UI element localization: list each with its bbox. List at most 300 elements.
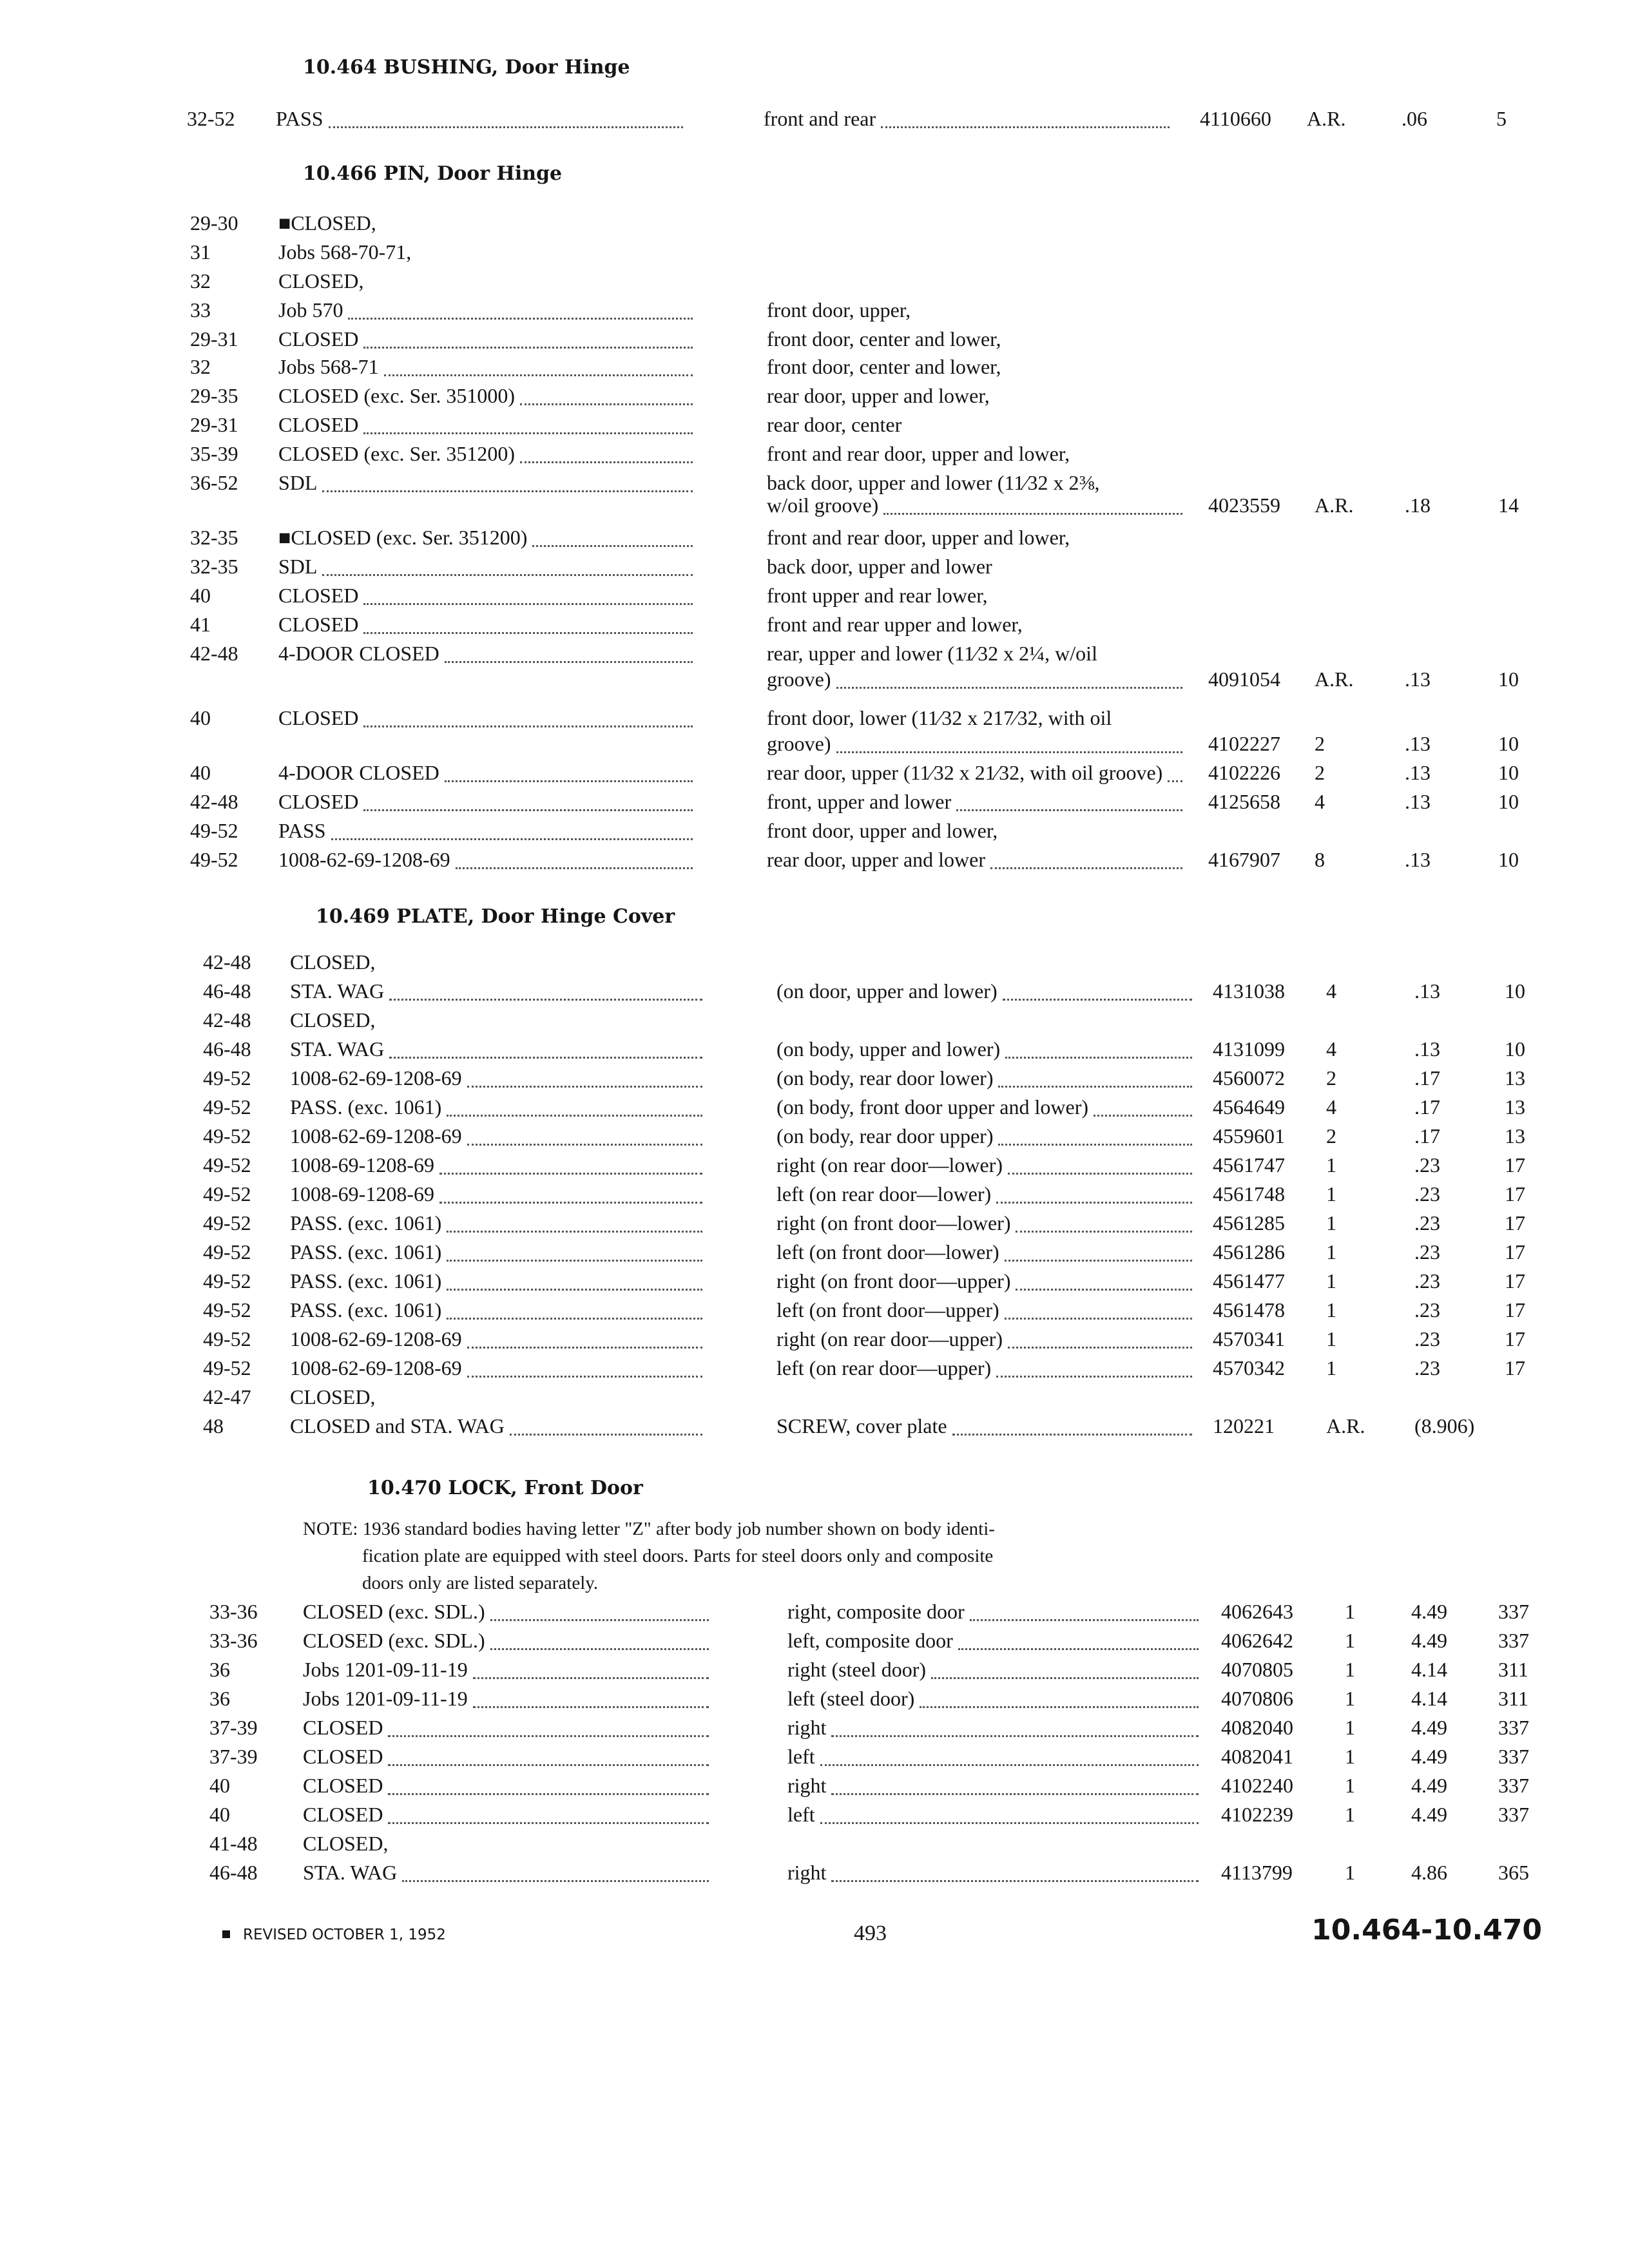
part-description: (on body, upper and lower) [776,1037,1001,1061]
quantity: 1 [1345,1600,1355,1623]
part-description: right, composite door [787,1600,965,1623]
list-price: 4.14 [1411,1658,1447,1681]
body-model: 1008-69-1208-69 [290,1182,434,1206]
dot-leader [998,1142,1192,1146]
dot-leader [520,460,693,463]
part-number: 4131099 [1213,1037,1285,1061]
model-years: 49-52 [203,1356,251,1379]
dot-leader [920,1705,1199,1708]
body-model: CLOSED, [278,269,364,293]
model-years: 49-52 [203,1182,251,1206]
dot-leader [490,1647,709,1650]
list-price: .17 [1414,1124,1440,1148]
quantity: A.R. [1315,668,1354,691]
part-description: front door, center and lower, [767,355,1001,378]
body-model: 4-DOOR CLOSED [278,761,439,784]
body-model: 1008-62-69-1208-69 [290,1066,462,1090]
body-model: CLOSED [278,327,359,351]
model-years: 49-52 [190,819,238,842]
part-number: 4102227 [1208,732,1280,755]
part-number: 4561285 [1213,1211,1285,1235]
part-description: left (on rear door—lower) [776,1182,992,1206]
shipping-weight: 17 [1505,1356,1525,1379]
body-model: CLOSED, [290,1385,376,1408]
list-price: .13 [1405,848,1431,871]
body-model: CLOSED [278,584,359,607]
dot-leader [996,1200,1192,1204]
list-price: .23 [1414,1211,1440,1235]
dot-leader [467,1142,702,1146]
part-number: 4082040 [1221,1716,1293,1739]
list-price: .13 [1405,761,1431,784]
dot-leader [447,1287,702,1291]
model-years: 42-48 [203,1008,251,1032]
body-model: PASS [276,107,323,130]
list-price: 4.49 [1411,1716,1447,1739]
quantity: 1 [1326,1327,1336,1350]
part-description: left (steel door) [787,1687,915,1710]
model-years: 40 [190,706,211,729]
shipping-weight: 17 [1505,1240,1525,1264]
part-description: front and rear door, upper and lower, [767,442,1070,465]
dot-leader [439,1171,702,1175]
dot-leader [388,1792,709,1795]
body-model: CLOSED [278,790,359,813]
dot-leader [1008,1345,1192,1349]
dot-leader [402,1879,709,1882]
part-description: SCREW, cover plate [776,1414,947,1437]
dot-leader [1168,779,1182,782]
dot-leader [532,544,693,547]
body-model: 1008-62-69-1208-69 [278,848,450,871]
list-price: .13 [1414,1037,1440,1061]
part-number: 4561286 [1213,1240,1285,1264]
list-price: .13 [1414,979,1440,1003]
model-years: 37-39 [209,1745,258,1768]
model-years: 46-48 [203,979,251,1003]
revised-date: REVISED OCTOBER 1, 1952 [222,1927,446,1943]
body-model: CLOSED, [290,1008,376,1032]
part-description: back door, upper and lower (11⁄32 x 2⅜, [767,471,1100,494]
body-model: PASS. (exc. 1061) [290,1269,442,1293]
dot-leader [447,1258,702,1262]
body-model: CLOSED, [303,1832,389,1855]
body-model: ■CLOSED (exc. Ser. 351200) [278,526,528,549]
list-price: 4.49 [1411,1629,1447,1652]
model-years: 48 [203,1414,224,1437]
dot-leader [520,402,693,405]
quantity: 1 [1345,1716,1355,1739]
body-model: Jobs 1201-09-11-19 [303,1687,468,1710]
body-model: Jobs 568-70-71, [278,240,412,264]
quantity: 1 [1345,1774,1355,1797]
list-price: .18 [1405,494,1431,517]
model-years: 49-52 [203,1066,251,1090]
list-price: .23 [1414,1298,1440,1321]
dot-leader [467,1084,702,1088]
dot-leader [831,1879,1199,1882]
shipping-weight: 5 [1496,107,1507,130]
dot-leader [388,1734,709,1737]
model-years: 36 [209,1658,230,1681]
list-price: 4.49 [1411,1745,1447,1768]
quantity: 1 [1345,1687,1355,1710]
body-model: CLOSED (exc. Ser. 351200) [278,442,516,465]
part-description: rear door, upper (11⁄32 x 21⁄32, with oil groove) [767,761,1163,784]
part-number: 4167907 [1208,848,1280,871]
quantity: 2 [1326,1066,1336,1090]
dot-leader [1005,1258,1192,1262]
dot-leader [831,1792,1199,1795]
quantity: 1 [1326,1182,1336,1206]
model-years: 49-52 [203,1298,251,1321]
part-description: front and rear [764,107,876,130]
part-description: (on body, rear door lower) [776,1066,994,1090]
model-years: 41-48 [209,1832,258,1855]
dot-leader [363,724,693,727]
quantity: 1 [1326,1211,1336,1235]
model-years: 41 [190,613,211,636]
model-years: 29-31 [190,327,238,351]
model-years: 32 [190,269,211,293]
list-price: .23 [1414,1356,1440,1379]
model-years: 42-48 [203,950,251,974]
section-10-470-note [303,1515,1218,1597]
part-description: (on door, upper and lower) [776,979,998,1003]
body-model: CLOSED (exc. SDL.) [303,1629,485,1652]
part-number: 4102226 [1208,761,1280,784]
part-description: front upper and rear lower, [767,584,988,607]
dot-leader [331,837,693,840]
dot-leader [348,316,693,320]
part-number: 4131038 [1213,979,1285,1003]
dot-leader [467,1345,702,1349]
part-description: groove) [767,732,831,755]
part-number: 120221 [1213,1414,1275,1437]
part-description: rear door, center [767,413,902,436]
list-price: .23 [1414,1240,1440,1264]
body-model: 1008-62-69-1208-69 [290,1327,462,1350]
shipping-weight: 13 [1505,1095,1525,1119]
page-number: 493 [854,1921,887,1945]
part-description: left, composite door [787,1629,953,1652]
dot-leader [322,573,693,576]
model-years: 46-48 [203,1037,251,1061]
dot-leader [363,345,693,349]
part-description: front and rear door, upper and lower, [767,526,1070,549]
model-years: 40 [190,584,211,607]
shipping-weight: 10 [1498,668,1519,691]
shipping-weight: 337 [1498,1774,1529,1797]
model-years: 33-36 [209,1600,258,1623]
dot-leader [363,808,693,811]
section-range: 10.464-10.470 [1311,1914,1542,1946]
body-model: 1008-62-69-1208-69 [290,1356,462,1379]
model-years: 49-52 [203,1095,251,1119]
part-number: 4561747 [1213,1153,1285,1177]
quantity: 4 [1315,790,1325,813]
model-years: 32 [190,355,211,378]
part-number: 4023559 [1208,494,1280,517]
dot-leader [1003,997,1192,1001]
note-line-3: doors only are listed separately. [362,1573,599,1593]
part-description: left (on front door—upper) [776,1298,999,1321]
list-price: 4.14 [1411,1687,1447,1710]
body-model: CLOSED (exc. SDL.) [303,1600,485,1623]
model-years: 49-52 [203,1240,251,1264]
quantity: 1 [1345,1745,1355,1768]
dot-leader [447,1316,702,1320]
body-model: SDL [278,471,318,494]
body-model: CLOSED (exc. Ser. 351000) [278,384,516,407]
dot-leader [473,1676,709,1679]
section-heading-10-469: 10.469 PLATE, Door Hinge Cover [316,905,675,928]
quantity: 2 [1315,732,1325,755]
dot-leader [447,1229,702,1233]
part-number: 4561477 [1213,1269,1285,1293]
dot-leader [931,1676,1199,1679]
part-number: 4062642 [1221,1629,1293,1652]
list-price: 4.49 [1411,1600,1447,1623]
model-years: 49-52 [203,1327,251,1350]
dot-leader [1094,1113,1192,1117]
model-years: 33 [190,298,211,322]
part-number: 4125658 [1208,790,1280,813]
part-description: right (steel door) [787,1658,927,1681]
shipping-weight: 13 [1505,1066,1525,1090]
part-description: right [787,1861,827,1884]
quantity: 1 [1345,1629,1355,1652]
dot-leader [439,1200,702,1204]
part-description: left (on front door—lower) [776,1240,999,1264]
model-years: 49-52 [203,1211,251,1235]
part-description: front, upper and lower [767,790,952,813]
model-years: 46-48 [209,1861,258,1884]
part-description: left [787,1803,815,1826]
part-number: 4113799 [1221,1861,1293,1884]
part-description: right (on front door—upper) [776,1269,1011,1293]
part-description: front door, center and lower, [767,327,1001,351]
model-years: 36-52 [190,471,238,494]
dot-leader [831,1734,1199,1737]
dot-leader [998,1084,1192,1088]
part-number: 4560072 [1213,1066,1285,1090]
list-price: 4.86 [1411,1861,1447,1884]
dot-leader [836,686,1182,689]
body-model: STA. WAG [290,979,385,1003]
body-model: CLOSED [303,1745,383,1768]
dot-leader [956,808,1182,811]
model-years: 36 [209,1687,230,1710]
quantity: 1 [1345,1658,1355,1681]
quantity: A.R. [1326,1414,1365,1437]
part-description: right (on rear door—upper) [776,1327,1003,1350]
quantity: 4 [1326,1095,1336,1119]
dot-leader [952,1432,1192,1436]
body-model: CLOSED [303,1774,383,1797]
dot-leader [1008,1171,1192,1175]
dot-leader [445,779,693,782]
shipping-weight: 14 [1498,494,1519,517]
part-number: 4561748 [1213,1182,1285,1206]
shipping-weight: 311 [1498,1658,1528,1681]
list-price: (8.906) [1414,1414,1475,1437]
dot-leader [836,750,1182,753]
body-model: STA. WAG [303,1861,398,1884]
model-years: 49-52 [203,1124,251,1148]
part-description: rear door, upper and lower, [767,384,990,407]
part-number: 4062643 [1221,1600,1293,1623]
part-number: 4570342 [1213,1356,1285,1379]
quantity: 2 [1326,1124,1336,1148]
list-price: .23 [1414,1269,1440,1293]
part-description: right (on rear door—lower) [776,1153,1003,1177]
body-model: Jobs 568-71 [278,355,379,378]
body-model: ■CLOSED, [278,211,376,235]
section-heading-10-466: 10.466 PIN, Door Hinge [303,162,563,185]
dot-leader [388,1821,709,1824]
dot-leader [329,125,683,128]
dot-leader [388,1763,709,1766]
part-number: 4564649 [1213,1095,1285,1119]
quantity: 1 [1326,1356,1336,1379]
model-years: 49-52 [190,848,238,871]
list-price: .06 [1402,107,1427,130]
model-years: 40 [190,761,211,784]
dot-leader [389,997,702,1001]
model-years: 42-48 [190,642,238,665]
shipping-weight: 17 [1505,1211,1525,1235]
list-price: .23 [1414,1182,1440,1206]
shipping-weight: 10 [1498,732,1519,755]
list-price: .17 [1414,1066,1440,1090]
model-years: 42-47 [203,1385,251,1408]
part-description: right (on front door—lower) [776,1211,1011,1235]
part-description: right [787,1774,827,1797]
quantity: 2 [1315,761,1325,784]
dot-leader [1005,1316,1192,1320]
quantity: 4 [1326,1037,1336,1061]
body-model: PASS. (exc. 1061) [290,1298,442,1321]
part-description: front door, lower (11⁄32 x 217⁄32, with oil [767,706,1112,729]
part-description: rear door, upper and lower [767,848,986,871]
dot-leader [970,1618,1199,1621]
quantity: 1 [1326,1298,1336,1321]
model-years: 31 [190,240,211,264]
model-years: 49-52 [203,1269,251,1293]
shipping-weight: 17 [1505,1269,1525,1293]
shipping-weight: 10 [1505,979,1525,1003]
shipping-weight: 10 [1498,848,1519,871]
dot-leader [322,489,693,492]
model-years: 42-48 [190,790,238,813]
shipping-weight: 17 [1505,1327,1525,1350]
model-years: 37-39 [209,1716,258,1739]
part-description: front and rear upper and lower, [767,613,1023,636]
body-model: SDL [278,555,318,578]
model-years: 33-36 [209,1629,258,1652]
dot-leader [1016,1287,1192,1291]
part-description: w/oil groove) [767,494,879,517]
shipping-weight: 337 [1498,1600,1529,1623]
dot-leader [389,1055,702,1059]
shipping-weight: 10 [1505,1037,1525,1061]
part-number: 4102240 [1221,1774,1293,1797]
section-heading-10-470: 10.470 LOCK, Front Door [367,1477,643,1499]
part-description: back door, upper and lower [767,555,992,578]
shipping-weight: 17 [1505,1153,1525,1177]
part-description: (on body, front door upper and lower) [776,1095,1089,1119]
part-number: 4561478 [1213,1298,1285,1321]
body-model: CLOSED, [290,950,376,974]
shipping-weight: 337 [1498,1745,1529,1768]
dot-leader [363,631,693,634]
model-years: 40 [209,1803,230,1826]
dot-leader [820,1763,1199,1766]
shipping-weight: 311 [1498,1687,1528,1710]
part-description: left (on rear door—upper) [776,1356,992,1379]
part-number: 4102239 [1221,1803,1293,1826]
dot-leader [473,1705,709,1708]
model-years: 29-31 [190,413,238,436]
list-price: 4.49 [1411,1803,1447,1826]
note-line-1: NOTE: 1936 standard bodies having letter "Z" after body job number shown on body identi- [303,1519,995,1539]
body-model: PASS. (exc. 1061) [290,1095,442,1119]
part-number: 4082041 [1221,1745,1293,1768]
part-description: groove) [767,668,831,691]
dot-leader [958,1647,1199,1650]
dot-leader [1005,1055,1192,1059]
shipping-weight: 17 [1505,1298,1525,1321]
list-price: .13 [1405,790,1431,813]
dot-leader [990,866,1182,869]
dot-leader [1016,1229,1192,1233]
note-line-2: fication plate are equipped with steel doors. Parts for steel doors only and composite [362,1546,994,1566]
dot-leader [363,431,693,434]
shipping-weight: 17 [1505,1182,1525,1206]
part-number: 4070806 [1221,1687,1293,1710]
list-price: .23 [1414,1327,1440,1350]
part-description: left [787,1745,815,1768]
body-model: Job 570 [278,298,343,322]
body-model: STA. WAG [290,1037,385,1061]
shipping-weight: 337 [1498,1716,1529,1739]
body-model: CLOSED [303,1716,383,1739]
model-years: 32-52 [187,107,235,130]
part-number: 4110660 [1200,107,1271,130]
model-years: 49-52 [203,1153,251,1177]
quantity: 1 [1326,1153,1336,1177]
shipping-weight: 13 [1505,1124,1525,1148]
part-number: 4559601 [1213,1124,1285,1148]
quantity: 1 [1326,1240,1336,1264]
dot-leader [490,1618,709,1621]
model-years: 32-35 [190,555,238,578]
model-years: 35-39 [190,442,238,465]
body-model: 1008-62-69-1208-69 [290,1124,462,1148]
body-model: PASS. (exc. 1061) [290,1240,442,1264]
shipping-weight: 337 [1498,1803,1529,1826]
shipping-weight: 365 [1498,1861,1529,1884]
shipping-weight: 337 [1498,1629,1529,1652]
model-years: 29-35 [190,384,238,407]
list-price: .17 [1414,1095,1440,1119]
quantity: 8 [1315,848,1325,871]
list-price: .13 [1405,668,1431,691]
dot-leader [881,125,1170,128]
quantity: 1 [1326,1269,1336,1293]
dot-leader [384,373,693,376]
